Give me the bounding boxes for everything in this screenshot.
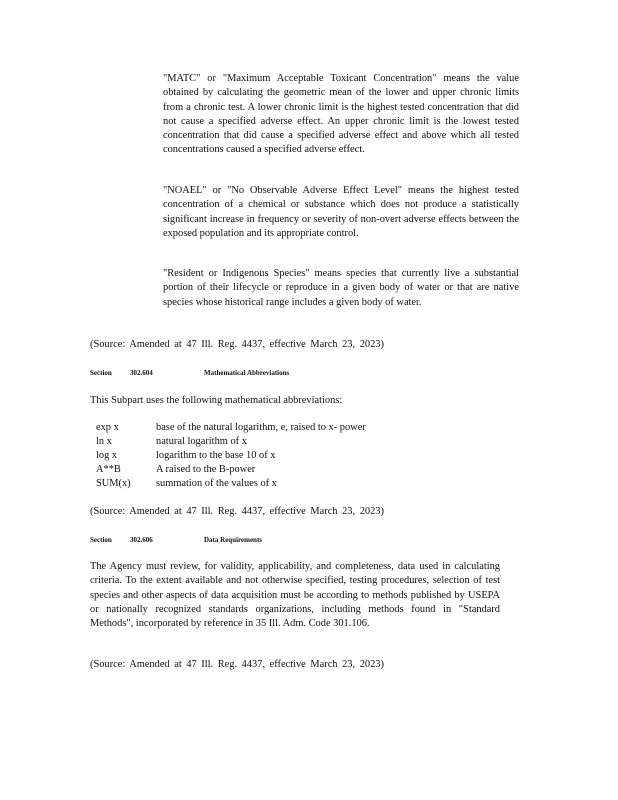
abbreviation-row (96, 449, 366, 463)
definition-noael: "NOAEL" or "No Observable Adverse Effect Level" means the highest tested concentration of a chemical or substance which does not produce a statistically significant increase in frequency or severity of non-overt adverse effects between the exposed population and its appropriate control. (163, 185, 519, 239)
source-note-1: (Source: Amended at 47 Ill. Reg. 4437, effective March 23, 2023) (90, 339, 384, 350)
section-number: 302.604 (130, 369, 153, 377)
abbreviation-meaning: natural logarithm of x (156, 436, 247, 447)
section-number: 302.606 (130, 536, 153, 544)
section-label: Section (90, 536, 112, 544)
section-302-604-heading (90, 369, 289, 377)
abbreviation-meaning: logarithm to the base 10 of x (156, 450, 276, 461)
abbreviation-meaning: base of the natural logarithm, e, raised to x- power (156, 422, 366, 433)
abbreviation-row (96, 463, 366, 477)
source-note-3: (Source: Amended at 47 Ill. Reg. 4437, effective March 23, 2023) (90, 659, 384, 670)
section-title: Data Requirements (204, 536, 263, 544)
abbreviation-term: A**B (96, 464, 121, 475)
data-requirements-text: The Agency must review, for validity, applicability, and completeness, data used in calculating criteria. To the extent available and not otherwise specified, testing procedures, selection of test species and other aspects of data acquisition must be according to methods published by USEPA or nationally recognized standards organizations, including methods found in "Standard Methods", incorporated by reference in 35 Ill. Adm. Code 301.106. (90, 561, 500, 630)
section-label: Section (90, 369, 112, 377)
abbreviation-list (96, 421, 366, 491)
section-302-606-heading (90, 536, 262, 544)
abbreviation-row (96, 421, 366, 435)
abbreviation-term: log x (96, 450, 118, 461)
source-note-2: (Source: Amended at 47 Ill. Reg. 4437, effective March 23, 2023) (90, 506, 384, 517)
definition-resident-species: "Resident or Indigenous Species" means species that currently live a substantial portion of their lifecycle or reproduce in a given body of water or that are native species whose historical range includes a given body of water. (163, 268, 519, 308)
abbreviation-row (96, 435, 366, 449)
definition-matc: "MATC" or "Maximum Acceptable Toxicant Concentration" means the value obtained by calculating the geometric mean of the lower and upper chronic limits from a chronic test. A lower chronic limit is the highest tested concentration that did not cause a specified adverse effect. An upper chronic limit is the lowest tested concentration that did cause a specified adverse effect and above which all tested concentrations caused a specified adverse effect. (163, 73, 519, 156)
abbreviation-term: SUM(x) (96, 478, 131, 489)
abbreviation-row (96, 477, 366, 491)
abbreviations-intro: This Subpart uses the following mathematical abbreviations: (90, 395, 343, 406)
abbreviation-meaning: summation of the values of x (156, 478, 277, 489)
abbreviation-term: ln x (96, 436, 112, 447)
section-title: Mathematical Abbreviations (204, 369, 290, 377)
abbreviation-meaning: A raised to the B-power (156, 464, 256, 475)
abbreviation-term: exp x (96, 422, 119, 433)
